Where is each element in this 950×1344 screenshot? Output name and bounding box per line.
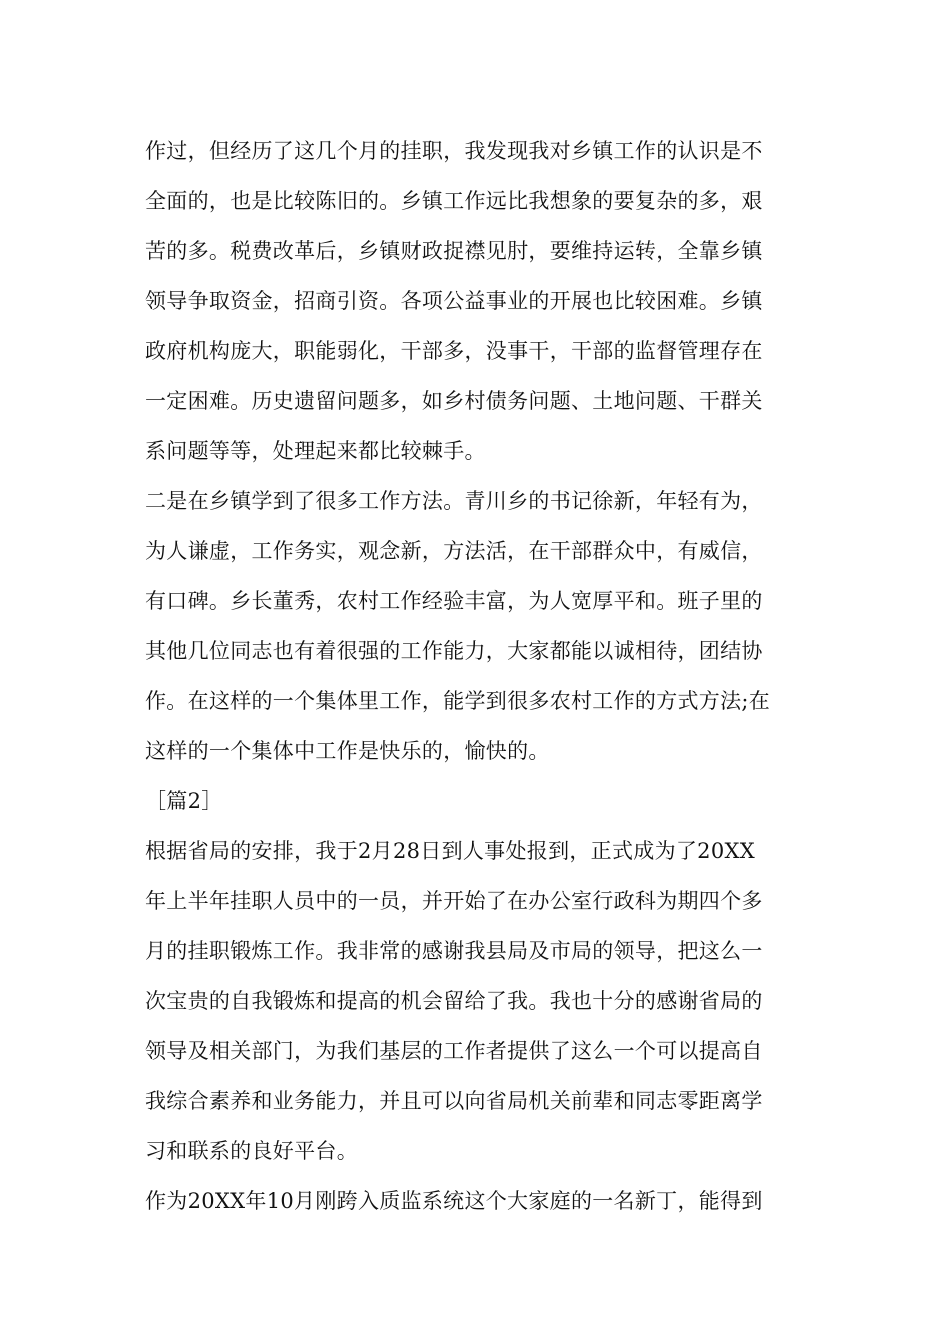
text-line: 其他几位同志也有着很强的工作能力，大家都能以诚相待，团结协 [145, 639, 763, 663]
text-line: 作过，但经历了这几个月的挂职，我发现我对乡镇工作的认识是不 [145, 139, 763, 163]
text-line: 领导及相关部门，为我们基层的工作者提供了这么一个可以提高自 [145, 1039, 763, 1063]
text-line: 系问题等等，处理起来都比较棘手。 [145, 439, 486, 463]
text-line: 次宝贵的自我锻炼和提高的机会留给了我。我也十分的感谢省局的 [145, 989, 763, 1013]
text-line: 作。在这样的一个集体里工作，能学到很多农村工作的方式方法;在 [145, 689, 771, 713]
section-heading: ［篇2］ [145, 789, 223, 813]
text-line: 我综合素养和业务能力，并且可以向省局机关前辈和同志零距离学 [145, 1089, 763, 1113]
text-line: 一定困难。历史遗留问题多，如乡村债务问题、土地问题、干群关 [145, 389, 763, 413]
text-line: 这样的一个集体中工作是快乐的，愉快的。 [145, 739, 550, 763]
text-line: 习和联系的良好平台。 [145, 1139, 358, 1163]
text-line: 领导争取资金，招商引资。各项公益事业的开展也比较困难。乡镇 [145, 289, 763, 313]
text-line: 苦的多。税费改革后，乡镇财政捉襟见肘，要维持运转，全靠乡镇 [145, 239, 763, 263]
text-line: 全面的，也是比较陈旧的。乡镇工作远比我想象的要复杂的多，艰 [145, 189, 763, 213]
text-line: 为人谦虚，工作务实，观念新，方法活，在干部群众中，有威信， [145, 539, 763, 563]
text-line: 根据省局的安排，我于2月28日到人事处报到，正式成为了20XX [145, 839, 756, 863]
text-line: 有口碑。乡长董秀，农村工作经验丰富，为人宽厚平和。班子里的 [145, 589, 763, 613]
text-line: 二是在乡镇学到了很多工作方法。青川乡的书记徐新，年轻有为， [145, 489, 763, 513]
text-line: 年上半年挂职人员中的一员，并开始了在办公室行政科为期四个多 [145, 889, 763, 913]
document-page [145, 126, 810, 1226]
text-line: 月的挂职锻炼工作。我非常的感谢我县局及市局的领导，把这么一 [145, 939, 763, 963]
text-line: 作为20XX年10月刚跨入质监系统这个大家庭的一名新丁，能得到 [145, 1189, 763, 1213]
text-line: 政府机构庞大，职能弱化，干部多，没事干，干部的监督管理存在 [145, 339, 763, 363]
